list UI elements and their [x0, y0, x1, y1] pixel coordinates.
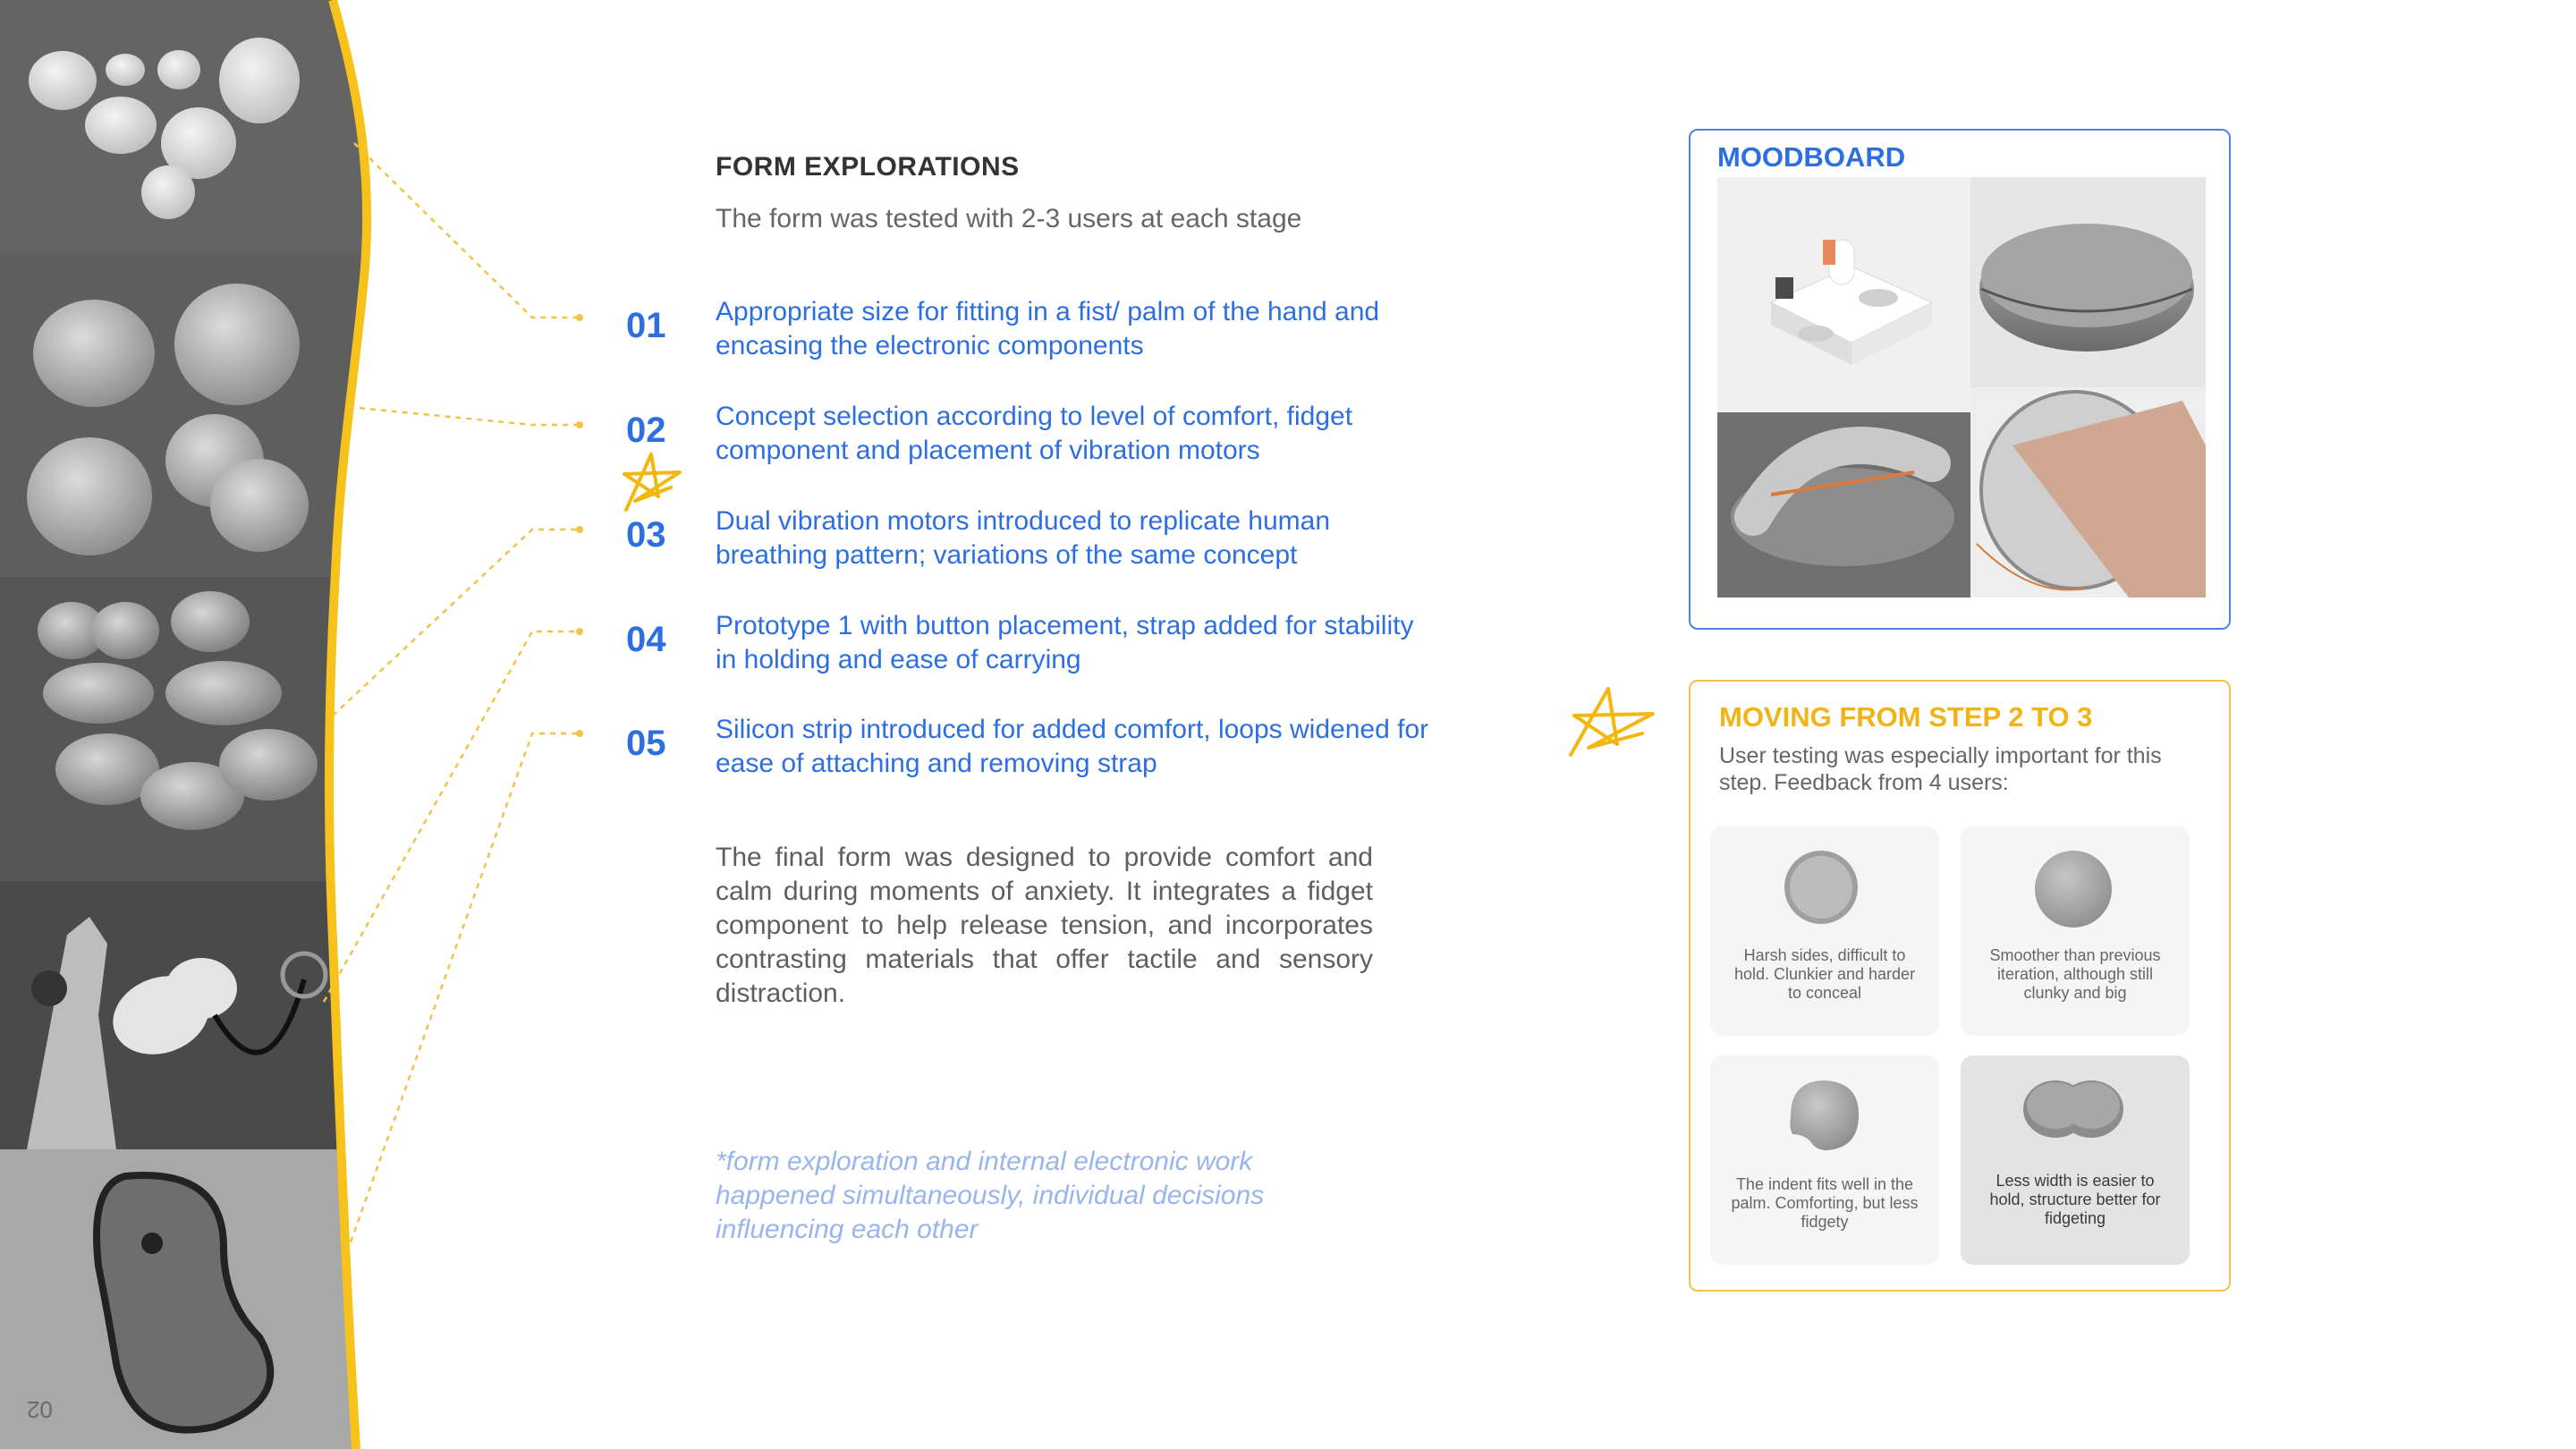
footnote: *form exploration and internal electronic work happened simultaneously, individual decisions influencing each other [716, 1147, 1265, 1244]
feedback-description: User testing was especially important for this step. Feedback from 4 users: [1719, 743, 2162, 795]
feedback-text: Harsh sides, difficult to hold. Clunkier and harder to conceal [1733, 946, 1916, 1002]
step-number: 01 [626, 306, 666, 345]
moodboard-image-hand-device [1970, 387, 2206, 597]
photo-form-stones [0, 0, 376, 255]
page-title: FORM EXPLORATIONS [716, 152, 1020, 182]
form-indent-icon [1710, 1055, 1939, 1265]
feedback-card-selected [1961, 1055, 2190, 1265]
page-subtitle: The form was tested with 2-3 users at each stage [716, 204, 1302, 233]
step-number: 05 [626, 724, 666, 763]
step-description: Silicon strip introduced for added comfort, loops widened for ease of attaching and removing strap [716, 715, 1429, 778]
step-description: Concept selection according to level of comfort, fidget component and placement of vibration motors [716, 402, 1353, 465]
step-number: 03 [626, 515, 666, 555]
final-form-description: The final form was designed to provide comfort and calm during moments of anxiety. It integrates a fidget component to help release tension, and incorporates contrasting materials that offer tactile and sensory distraction. [716, 843, 1373, 1008]
moodboard-image-ridged-fidget [1717, 412, 1970, 597]
photo-strip [0, 0, 376, 1449]
page-number: 02 [27, 1396, 53, 1423]
step-description: Appropriate size for fitting in a fist/ palm of the hand and encasing the electronic components [716, 297, 1380, 360]
feedback-title: MOVING FROM STEP 2 TO 3 [1719, 701, 2093, 733]
moodboard-image-blocks [1717, 177, 1970, 412]
step-description: Dual vibration motors introduced to replicate human breathing pattern; variations of the same concept [716, 506, 1331, 570]
feedback-text: Less width is easier to hold, structure better for fidgeting [1989, 1172, 2161, 1227]
star-doodle-icon [1563, 682, 1662, 764]
form-round-harsh-icon [1710, 826, 1939, 1036]
moodboard-image-round-device [1970, 177, 2206, 387]
form-peanut-icon [1961, 1055, 2190, 1265]
photo-prototype-hand [0, 881, 376, 1149]
form-round-smooth-icon [1961, 826, 2190, 1036]
feedback-card [1710, 1055, 1939, 1265]
step-description: Prototype 1 with button placement, strap added for stability in holding and ease of carrying [716, 611, 1414, 674]
step-number: 02 [626, 411, 666, 450]
moodboard-title: MOODBOARD [1717, 141, 1906, 173]
star-doodle-icon [617, 447, 689, 519]
moodboard-images [1717, 177, 2206, 597]
photo-form-peanut [0, 577, 376, 881]
feedback-card [1710, 826, 1939, 1036]
feedback-text: Smoother than previous iteration, although still clunky and big [1989, 946, 2161, 1002]
feedback-card [1961, 826, 2190, 1036]
feedback-text: The indent fits well in the palm. Comforting, but less fidgety [1731, 1175, 1919, 1231]
photo-form-round [0, 255, 376, 577]
step-number: 04 [626, 620, 666, 659]
photo-final-form [0, 1149, 376, 1449]
